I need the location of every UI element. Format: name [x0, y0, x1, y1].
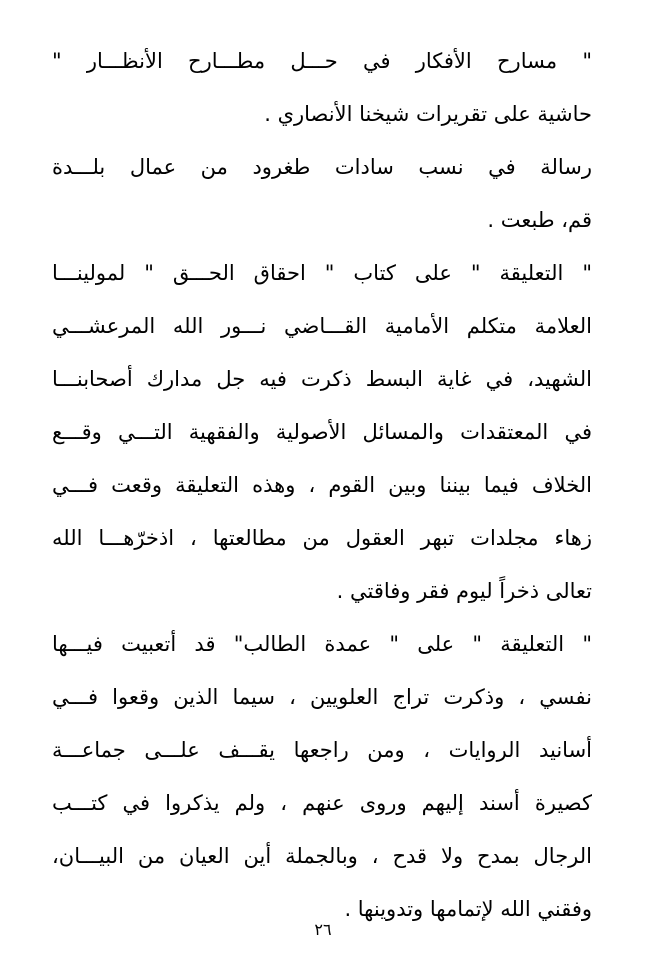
text-line-16: الرجال بمدح ولا قدح ، وبالجملة أين العيان من البيـــان، — [52, 844, 592, 868]
text-line-9: الخلاف فيما بيننا وبين القوم ، وهذه التعليقة وقعت فـــي — [52, 473, 592, 497]
text-line-5: " التعليقة " على كتاب " احقاق الحـــق " لمولينـــا — [52, 261, 592, 285]
text-line-17: وفقني الله لإتمامها وتدوينها . — [344, 897, 592, 921]
text-line-4: قم، طبعت . — [487, 208, 592, 232]
page-number: ٢٦ — [314, 920, 332, 939]
body-text — [52, 35, 592, 936]
text-line-15: كصيرة أسند إليهم وروى عنهم ، ولم يذكروا في كتـــب — [52, 791, 592, 815]
text-line-6: العلامة متكلم الأمامية القـــاضي نـــور الله المرعشـــي — [52, 314, 592, 338]
text-line-8: في المعتقدات والمسائل الأصولية والفقهية التـــي وقـــع — [52, 420, 592, 444]
text-line-2: حاشية على تقريرات شيخنا الأنصاري . — [264, 102, 592, 126]
text-line-1: " مسارح الأفكار في حـــل مطـــارح الأنظـــار " — [52, 49, 592, 73]
text-line-3: رسالة في نسب سادات طغرود من عمال بلـــدة — [52, 155, 592, 179]
text-line-11: تعالى ذخراً ليوم فقر وفاقتي . — [336, 579, 592, 603]
text-line-13: نفسي ، وذكرت تراج العلويين ، سيما الذين وقعوا فـــي — [52, 685, 592, 709]
text-line-7: الشهيد، في غاية البسط ذكرت فيه جل مدارك أصحابنـــا — [52, 367, 592, 391]
text-line-12: " التعليقة " على " عمدة الطالب" قد أتعبيت فيـــها — [52, 632, 592, 656]
text-line-14: أسانيد الروايات ، ومن راجعها يقـــف علـــى جماعـــة — [52, 738, 592, 762]
text-line-10: زهاء مجلدات تبهر العقول من مطالعتها ، اذخرّهـــا الله — [52, 526, 592, 550]
